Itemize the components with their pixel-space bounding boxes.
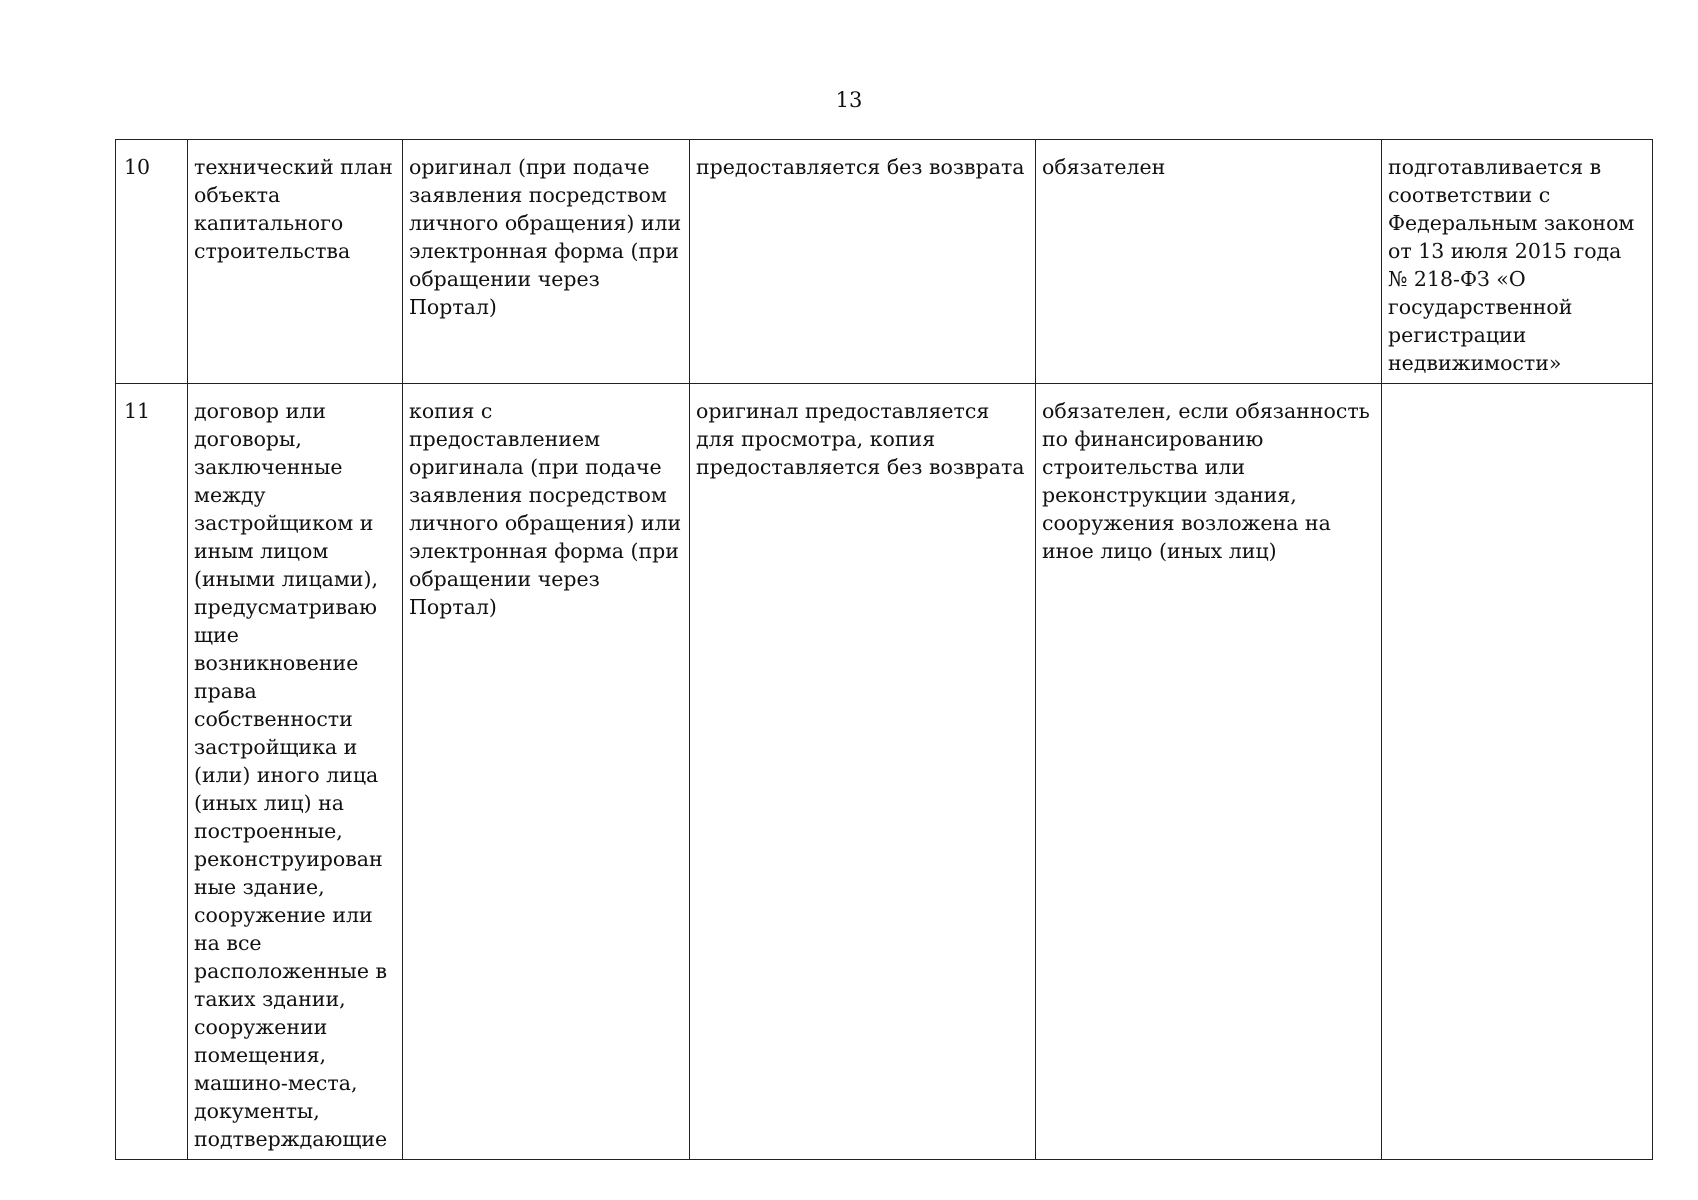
table-row (116, 140, 1653, 384)
requirement-cell: обязателен, если обязанность по финансированию строительства или реконструкции здания, сооружения возложена на иное лицо (иных лиц) (1036, 384, 1382, 1160)
requirement-cell: обязателен (1036, 140, 1382, 384)
page-number: 13 (835, 88, 863, 112)
row-number-cell: 10 (116, 140, 188, 384)
return-condition-cell: предоставляется без возврата (690, 140, 1036, 384)
document-form-cell: оригинал (при подаче заявления посредством личного обращения) или электронная форма (при обращении через Портал) (403, 140, 690, 384)
return-condition-cell: оригинал предоставляется для просмотра, копия предоставляется без возврата (690, 384, 1036, 1160)
note-cell: подготавливается в соответствии с Федеральным законом от 13 июля 2015 года № 218-ФЗ «О государственной регистрации недвижимости» (1382, 140, 1653, 384)
document-form-cell: копия с предоставлением оригинала (при подаче заявления посредством личного обращения) или электронная форма (при обращении через Портал) (403, 384, 690, 1160)
row-number-cell: 11 (116, 384, 188, 1160)
note-cell (1382, 384, 1653, 1160)
document-name-cell: технический план объекта капитального строительства (188, 140, 403, 384)
documents-table (115, 139, 1653, 1160)
document-name-cell: договор или договоры, заключенные между застройщиком и иным лицом (иными лицами), предусматривающие возникновение права собственности застройщика и (или) иного лица (иных лиц) на построенные, реконструированные здание, сооружение или на все расположенные в таких здании, сооружении помещения, машино-места, документы, подтверждающие (188, 384, 403, 1160)
table-row (116, 384, 1653, 1160)
